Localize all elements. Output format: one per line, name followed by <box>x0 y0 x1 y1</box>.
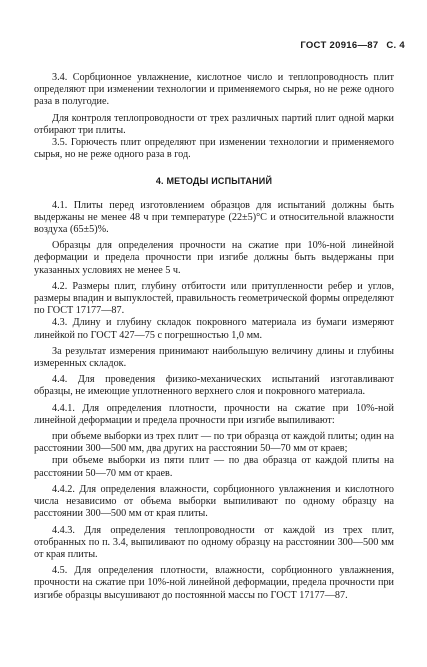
paragraph-4-4-3: 4.4.3. Для определения теплопроводности от каждой из трех плит, отобранных по п. 3.4, выпиливают по одному образцу на расстоянии 300—500 мм от края плиты. <box>34 524 394 560</box>
section-heading: 4. МЕТОДЫ ИСПЫТАНИЙ <box>155 176 273 187</box>
paragraph-4-4-1: 4.4.1. Для определения плотности, прочности на сжатие при 10%-ной линейной деформации и предела прочности при изгибе выпиливают: <box>34 402 394 426</box>
paragraph-4-3-continued: За результат измерения принимают наибольшую величину длины и глубины измеренных складок. <box>34 345 394 370</box>
paragraph-4-4-2: 4.4.2. Для определения влажности, сорбционного увлажнения и кислотного числа независимо от объема выборки выпиливают по одному образцу на расстоянии 300—500 мм от края плиты. <box>34 483 394 520</box>
paragraph-3-4-continued: Для контроля теплопроводности от трех различных партий плит одной марки отбирают три плиты. <box>34 112 394 136</box>
paragraph-3-5: 3.5. Горючесть плит определяют при изменении технологии и применяемого сырья, но не реже одного раза в год. <box>34 137 394 161</box>
page-header <box>300 40 405 51</box>
paragraph-4-1: 4.1. Плиты перед изготовлением образцов для испытаний должны быть выдержаны не менее 48 ч при температуре (22±5)°С и относительной влажности воздуха (65±5)%. <box>34 199 394 236</box>
paragraph-4-4-1-item-b: при объеме выборки из пяти плит — по два образца от каждой плиты на расстоянии 50—70 мм от краев. <box>34 455 394 479</box>
paragraph-4-4-1-item-a: при объеме выборки из трех плит — по три образца от каждой плиты; один на расстоянии 300—500 мм, два других на расстоянии 50—70 мм от краев; <box>34 431 394 455</box>
standard-number: ГОСТ 20916—87 <box>300 40 379 51</box>
paragraph-3-4: 3.4. Сорбционное увлажнение, кислотное число и теплопроводность плит определяют при изменении технологии и применяемого сырья, но не реже одного раза в полугодие. <box>34 72 394 108</box>
paragraph-4-5: 4.5. Для определения плотности, влажности, сорбционного увлажнения, прочности на сжатие при 10%-ной линейной деформации, предела прочности при изгибе образцы высушивают до постоянной массы по ГОСТ 17177—87. <box>34 565 394 601</box>
paragraph-4-2: 4.2. Размеры плит, глубину отбитости или притупленности ребер и углов, размеры впадин и выпуклостей, правильность геометрической формы определяют по ГОСТ 17177—87. <box>34 280 394 317</box>
page-number: С. 4 <box>386 40 405 51</box>
document-body <box>34 72 394 606</box>
paragraph-4-1-continued: Образцы для определения прочности на сжатие при 10%-ной линейной деформации и предела прочности при изгибе должны быть выдержаны при указанных условиях не менее 5 ч. <box>34 240 394 276</box>
paragraph-4-3: 4.3. Длину и глубину складок покровного материала из бумаги измеряют линейкой по ГОСТ 427—75 с погрешностью 1,0 мм. <box>34 317 394 341</box>
paragraph-4-4: 4.4. Для проведения физико-механических испытаний изготавливают образцы, не имеющие уплотненного верхнего слоя и покровного материала. <box>34 374 394 398</box>
